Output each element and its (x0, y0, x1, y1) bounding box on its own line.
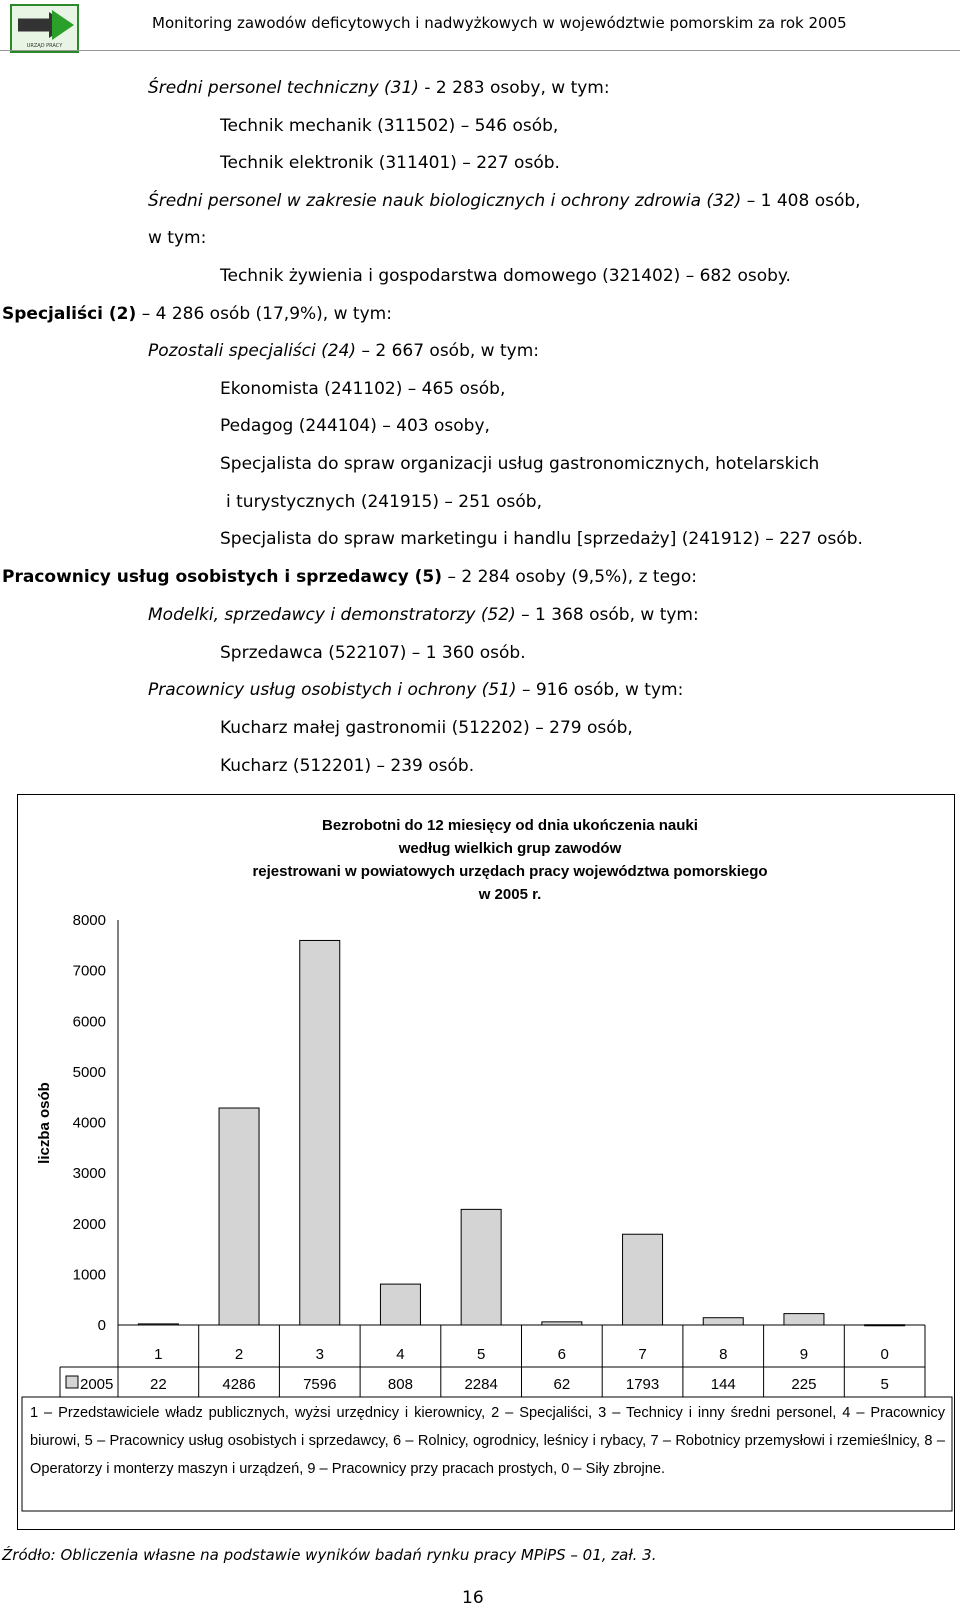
text-line: Technik mechanik (311502) – 546 osób, (220, 116, 559, 136)
y-tick-label: 1000 (72, 1266, 106, 1284)
legend-text: 1 – Przedstawiciele władz publicznych, wyżsi urzędnicy i kierownicy, 2 – Specjaliści, 3 – Technicy i inny średni personel, 4 – Pracownicy biurowi, 5 – Pracownicy usług osobistych i sprzedawcy, 6 – Rolnicy, ogrodnicy, leśnicy i rybacy, 7 – Robotnicy przemysłowi i rzemieślnicy, 8 – Operatorzy i monterzy maszyn i urządzeń, 9 – Pracownicy przy pracach prostych, 0 – Siły zbrojne. (30, 1405, 945, 1477)
text-line: Modelki, sprzedawcy i demonstratorzy (52) – 1 368 osób, w tym: (148, 605, 699, 625)
text-line: Specjalista do spraw organizacji usług gastronomicznych, hotelarskich (220, 454, 820, 474)
chart-title: Bezrobotni do 12 miesięcy od dnia ukończenia nauki (322, 817, 698, 834)
y-tick-label: 3000 (72, 1165, 106, 1183)
logo-caption: URZĄD PRACY (26, 43, 63, 49)
data-label: 2284 (464, 1376, 498, 1393)
text-line: Sprzedawca (522107) – 1 360 osób. (220, 643, 526, 663)
x-tick-label: 9 (799, 1346, 809, 1363)
data-label: 144 (710, 1376, 736, 1393)
text-line: Technik żywienia i gospodarstwa domowego (321402) – 682 osoby. (220, 266, 791, 286)
green-arrow-icon (52, 10, 74, 40)
x-tick-label: 7 (638, 1346, 647, 1363)
chart-frame (17, 794, 955, 1530)
x-tick-label: 2 (234, 1346, 244, 1363)
x-tick-label: 6 (557, 1346, 567, 1363)
x-tick-label: 0 (880, 1346, 889, 1363)
data-label: 808 (387, 1376, 413, 1393)
text-line: i turystycznych (241915) – 251 osób, (226, 492, 543, 512)
text-line: Specjalista do spraw marketingu i handlu [sprzedaży] (241912) – 227 osób. (220, 529, 863, 549)
text-line: Średni personel techniczny (31) - 2 283 osoby, w tym: (148, 78, 610, 98)
header-divider (0, 50, 960, 51)
text-line: Kucharz (512201) – 239 osób. (220, 756, 475, 776)
text-line: Pozostali specjaliści (24) – 2 667 osób, w tym: (148, 341, 540, 361)
data-label: 225 (791, 1376, 817, 1393)
y-tick-label: 8000 (72, 912, 106, 929)
y-tick-label: 0 (97, 1317, 106, 1334)
y-axis-label: liczba osób (36, 1082, 53, 1164)
x-tick-label: 1 (154, 1346, 163, 1363)
logo (10, 4, 79, 53)
text-line: Ekonomista (241102) – 465 osób, (220, 379, 506, 399)
y-tick-label: 5000 (72, 1063, 106, 1081)
data-label: 7596 (303, 1376, 337, 1393)
chart-title: rejestrowani w powiatowych urzędach pracy województwa pomorskiego (252, 863, 768, 880)
data-label: 4286 (222, 1376, 256, 1393)
data-label: 62 (553, 1376, 571, 1393)
data-label: 1793 (625, 1376, 660, 1393)
y-tick-label: 6000 (72, 1013, 106, 1031)
x-tick-label: 3 (315, 1346, 324, 1363)
text-line: w tym: (148, 228, 207, 248)
text-line: Kucharz małej gastronomii (512202) – 279 osób, (220, 718, 633, 738)
y-tick-label: 2000 (72, 1215, 106, 1233)
page-number: 16 (462, 1588, 484, 1608)
text-line: Pedagog (244104) – 403 osoby, (220, 416, 490, 436)
chart-title: według wielkich grup zawodów (398, 840, 622, 857)
text-line: Pracownicy usług osobistych i sprzedawcy (5) – 2 284 osoby (9,5%), z tego: (2, 567, 697, 587)
y-tick-label: 4000 (72, 1114, 106, 1132)
chart-title: w 2005 r. (478, 886, 542, 903)
source-note: Źródło: Obliczenia własne na podstawie wyników badań rynku pracy MPiPS – 01, zał. 3. (2, 1546, 657, 1564)
data-label: 5 (880, 1376, 889, 1393)
header-title: Monitoring zawodów deficytowych i nadwyżkowych w województwie pomorskim za rok 2005 (152, 14, 847, 32)
legend-label: 2005 (80, 1376, 114, 1393)
x-tick-label: 8 (719, 1346, 728, 1363)
x-tick-label: 4 (396, 1346, 405, 1363)
text-line: Średni personel w zakresie nauk biologicznych i ochrony zdrowia (32) – 1 408 osób, (148, 191, 861, 211)
x-tick-label: 5 (476, 1346, 486, 1363)
text-line: Specjaliści (2) – 4 286 osób (17,9%), w tym: (2, 304, 392, 324)
text-line: Technik elektronik (311401) – 227 osób. (220, 153, 560, 173)
y-tick-label: 7000 (72, 962, 106, 980)
data-label: 22 (150, 1376, 167, 1393)
text-line: Pracownicy usług osobistych i ochrony (51) – 916 osób, w tym: (148, 680, 684, 700)
